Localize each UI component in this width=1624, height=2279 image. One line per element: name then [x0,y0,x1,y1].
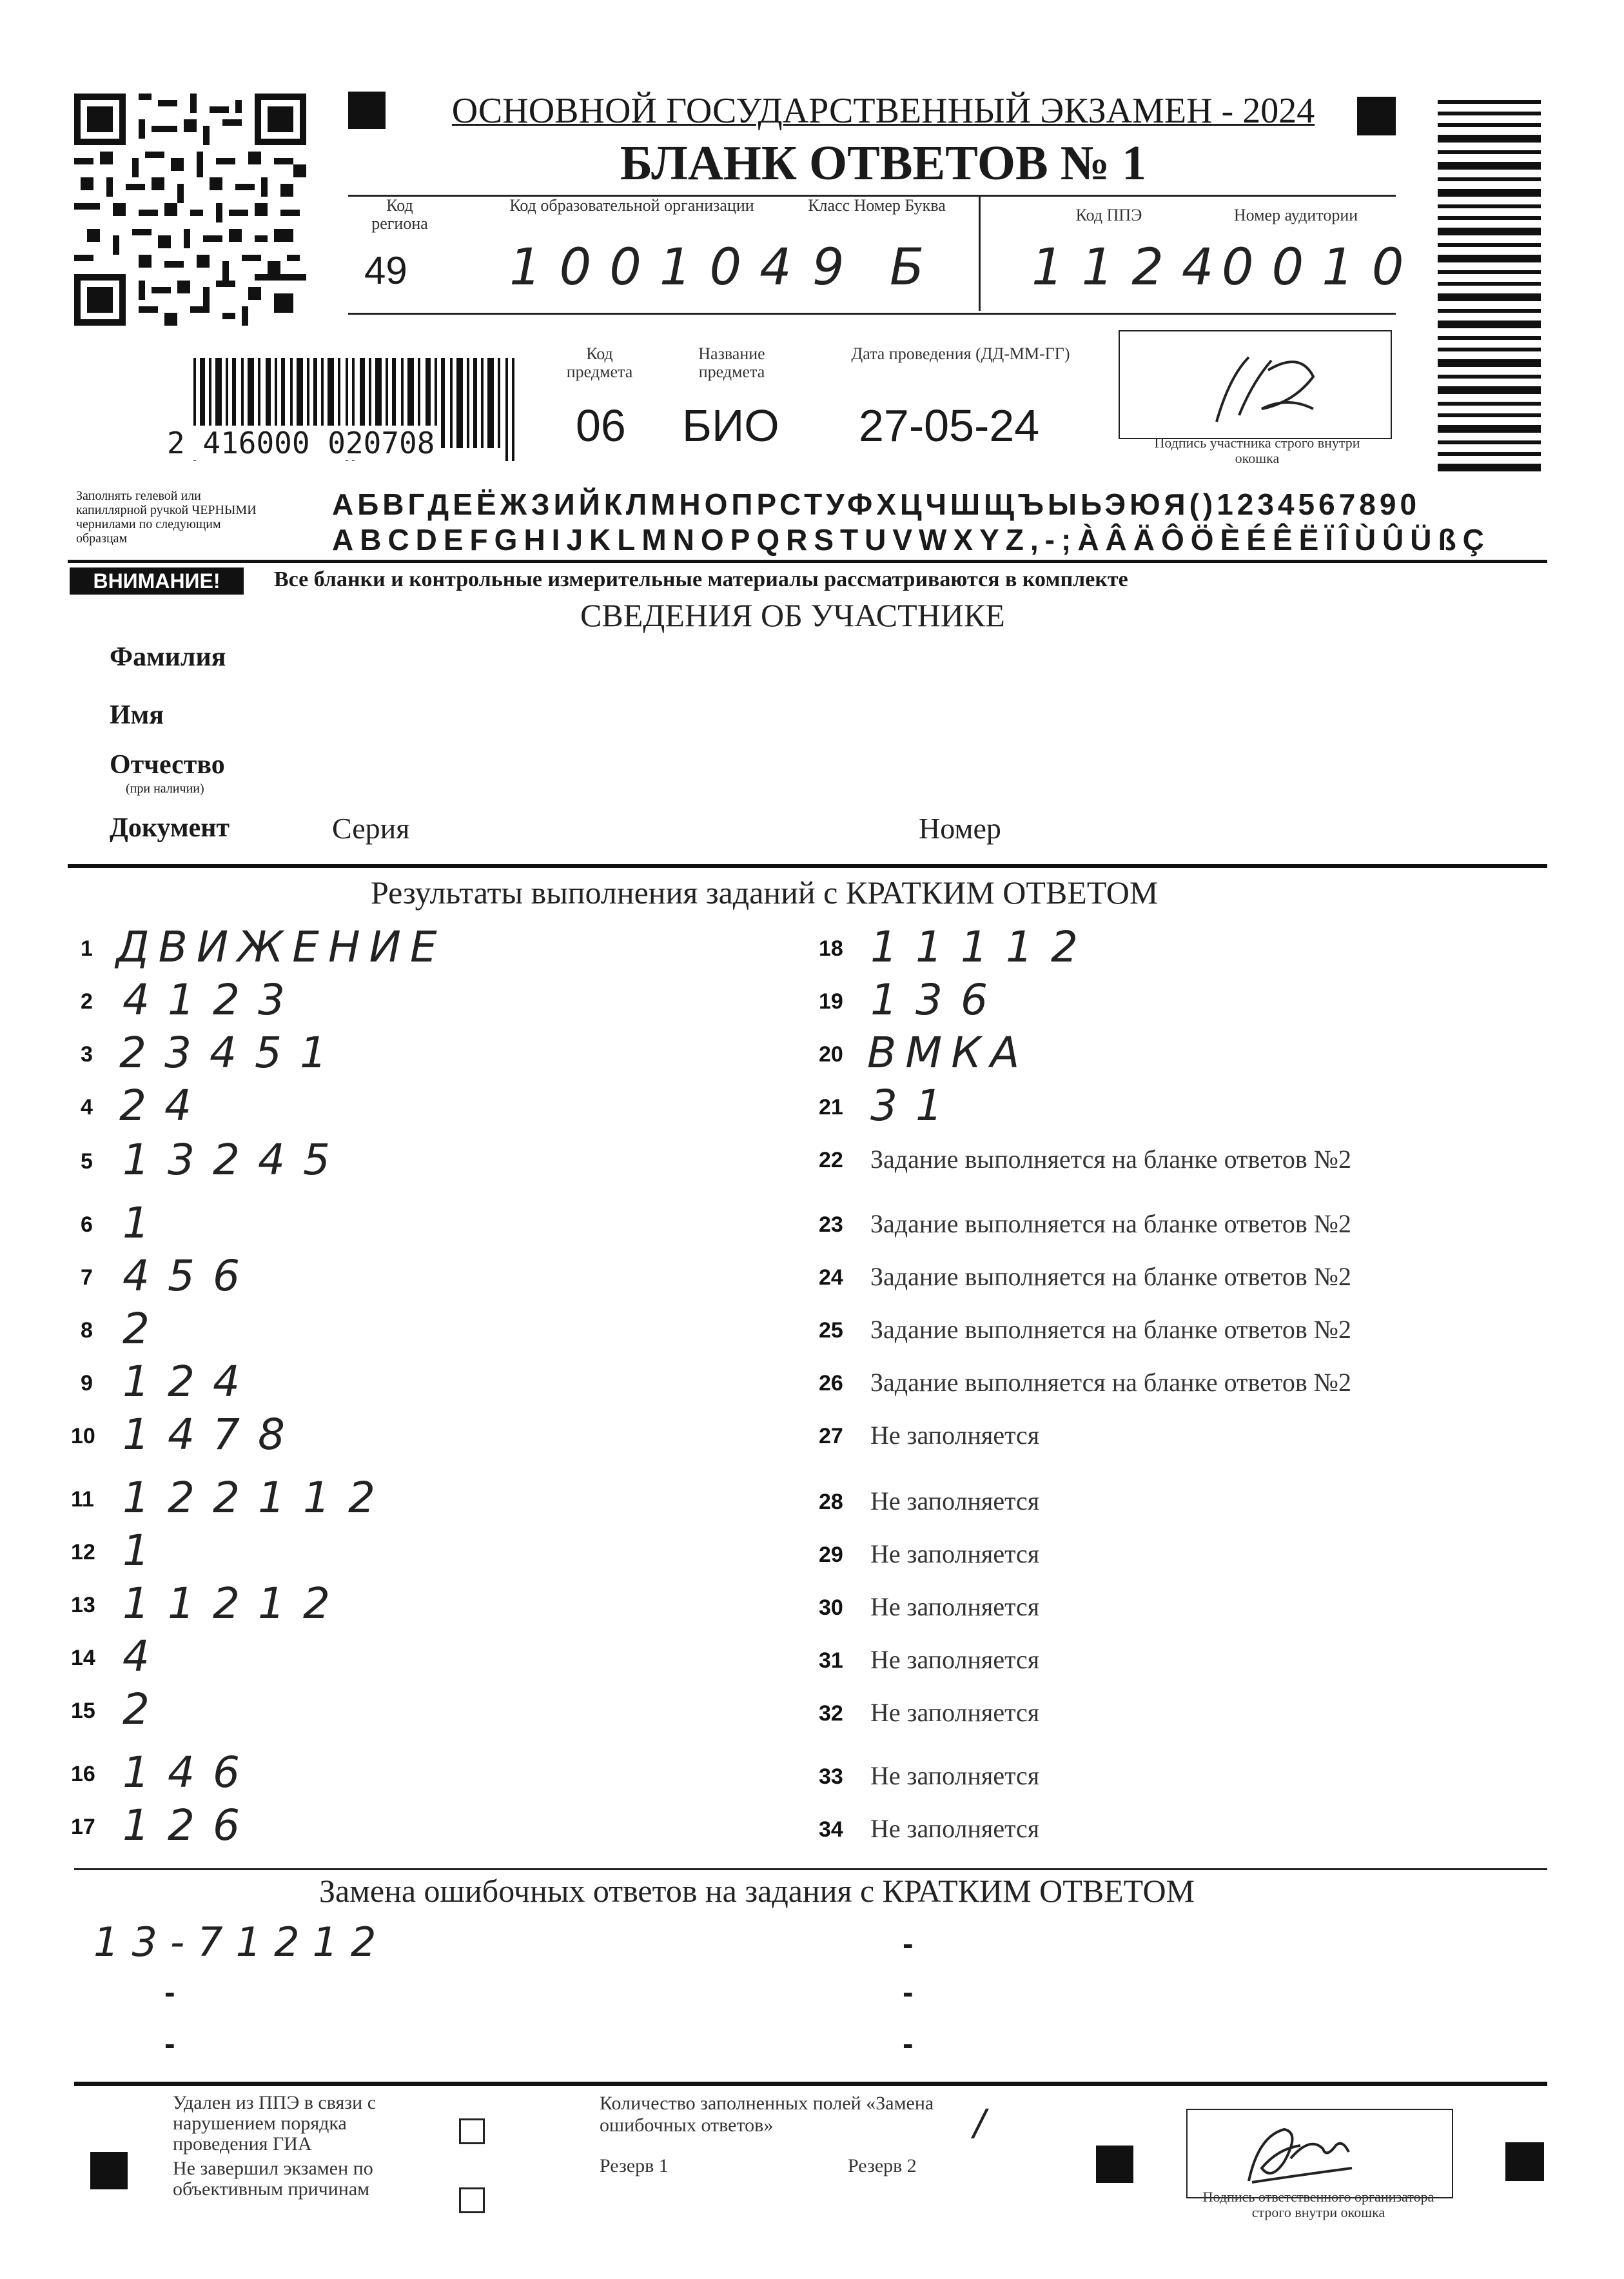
answer-text: 126 [122,1801,258,1850]
task-number: 30 [819,1595,843,1620]
name-label: Имя [110,700,164,730]
replacement-left-2[interactable]: - [164,1974,175,2010]
task-number: 23 [819,1212,843,1237]
replacement-section-title: Замена ошибочных ответов на задания с КРАТКИМ ОТВЕТОМ [319,1873,1195,1909]
answer-text: 456 [122,1251,258,1301]
replacement-left-1[interactable]: 13-71212 [93,1919,389,1966]
answer-row-26 [819,1362,1463,1414]
participant-signature-box[interactable] [1119,330,1392,439]
answer-text: 11212 [122,1579,348,1628]
task-number: 33 [819,1764,843,1789]
answer-row-1[interactable] [81,922,725,974]
subject-code-label: Код предмета [566,344,633,381]
removed-checkbox[interactable] [459,2118,485,2144]
answer-row-21[interactable] [819,1081,1463,1132]
barcode-number: 2 416000 020708 [164,426,437,460]
exam-title: ОСНОВНОЙ ГОСУДАРСТВЕННЫЙ ЭКЗАМЕН - 2024 [451,91,1315,131]
task-note: Не заполняется [870,1761,1040,1790]
answer-row-34 [819,1808,1463,1860]
answer-row-19[interactable] [819,975,1463,1027]
answer-text: 124 [122,1357,258,1406]
sample-row-cyrillic: АБВГДЕЁЖЗИЙКЛМНОПРСТУФХЦЧШЩЪЫЬЭЮЯ()1234567890 [332,488,1421,521]
task-note: Задание выполняется на бланке ответов №2 [870,1209,1351,1238]
room-value: 0010 [1222,239,1422,297]
count-value[interactable]: / [973,2102,1004,2144]
answer-row-32 [819,1692,1463,1744]
task-number: 3 [81,1042,93,1067]
results-section-title: Результаты выполнения заданий с КРАТКИМ ОТВЕТОМ [371,874,1159,911]
task-number: 18 [819,936,843,961]
answer-row-10[interactable] [71,1410,716,1461]
answer-row-8[interactable] [81,1304,725,1356]
task-number: 27 [819,1424,843,1448]
series-label: Серия [332,812,410,845]
answer-row-15[interactable] [71,1684,716,1736]
class-number: 9 [812,239,863,297]
answer-row-9[interactable] [81,1357,725,1408]
answer-text: 4 [122,1632,168,1681]
answer-row-17[interactable] [71,1801,716,1852]
number-label: Номер [919,812,1001,845]
subject-name-label: Название предмета [698,344,765,381]
answer-text: 23451 [119,1028,345,1078]
answer-text: 1478 [122,1410,303,1459]
task-number: 32 [819,1701,843,1726]
answer-row-31 [819,1639,1463,1691]
answer-row-23 [819,1203,1463,1255]
task-number: 11 [71,1487,94,1512]
task-number: 2 [81,989,93,1014]
answer-row-16[interactable] [71,1748,716,1799]
form-title: БЛАНК ОТВЕТОВ № 1 [620,136,1147,190]
task-note: Задание выполняется на бланке ответов №2 [870,1145,1351,1174]
attention-text: Все бланки и контрольные измерительные материалы рассматриваются в комплекте [274,567,1128,591]
corner-marker-top-right [1357,97,1396,135]
answer-row-20[interactable] [819,1028,1463,1080]
task-number: 28 [819,1490,843,1514]
task-number: 12 [71,1540,95,1564]
answer-row-7[interactable] [81,1251,725,1303]
answer-text: 24 [119,1081,210,1130]
answer-row-13[interactable] [71,1579,716,1630]
task-note: Не заполняется [870,1421,1040,1450]
not-finished-checkbox[interactable] [459,2187,485,2213]
task-note: Не заполняется [870,1645,1040,1674]
not-finished-label: Не завершил экзамен по объективным причинам [173,2158,373,2200]
org-label: Код образовательной организации [509,196,754,215]
room-label: Номер аудитории [1233,206,1358,224]
task-note: Не заполняется [870,1814,1040,1843]
reserve2-label: Резерв 2 [848,2155,917,2176]
subject-code-value: 06 [576,400,626,451]
corner-marker-bottom-mid [1096,2146,1133,2183]
task-number: 5 [81,1149,93,1174]
task-note: Не заполняется [870,1486,1040,1515]
task-number: 1 [81,936,93,961]
patronymic-label: Отчество [110,750,225,780]
answer-row-24 [819,1256,1463,1308]
region-value: 49 [364,249,407,292]
answer-row-18[interactable] [819,922,1463,974]
answer-row-6[interactable] [81,1198,725,1250]
answer-row-27 [819,1415,1463,1466]
answer-row-28 [819,1481,1463,1532]
answer-text: 1 [122,1198,168,1248]
replacement-left-3[interactable]: - [164,2026,175,2062]
task-number: 13 [71,1593,95,1617]
corner-marker-top-left [348,92,386,129]
answer-text: 1 [122,1526,168,1575]
sample-row-latin: ABCDEFGHIJKLMNOPQRSTUVWXYZ,-;ÀÂÄÔÖÈÉÊËÏÎÙÛÜßÇ [332,523,1491,557]
answer-text: 136 [870,975,1006,1025]
task-number: 22 [819,1148,843,1172]
task-note: Задание выполняется на бланке ответов №2 [870,1262,1351,1291]
replacement-right-3[interactable]: - [903,2026,914,2062]
answer-row-25 [819,1309,1463,1361]
organizer-signature [1188,2110,1452,2197]
answer-text: 146 [122,1748,258,1797]
task-number: 7 [81,1265,93,1290]
participant-divider [68,864,1547,868]
answer-row-33 [819,1755,1463,1807]
answer-text: 13245 [122,1135,348,1185]
task-number: 17 [71,1815,95,1839]
organizer-signature-label: Подпись ответственного организатора строго внутри окошка [1202,2189,1434,2220]
answer-row-30 [819,1586,1463,1638]
footer-divider [74,2082,1547,2086]
removed-label: Удален из ППЭ в связи с нарушением порядка проведения ГИА [173,2092,377,2155]
answer-text: 2 [122,1684,168,1734]
task-number: 16 [71,1762,95,1786]
task-note: Задание выполняется на бланке ответов №2 [870,1368,1351,1397]
task-note: Не заполняется [870,1698,1040,1727]
answer-row-5[interactable] [81,1135,725,1187]
corner-marker-bottom-left [90,2152,128,2189]
date-value: 27-05-24 [859,400,1040,451]
participant-signature [1120,331,1391,438]
code-divider [979,195,981,311]
qr-code [74,94,306,326]
answer-text: ДВИЖЕНИЕ [116,922,446,972]
task-number: 8 [81,1318,93,1343]
date-label: Дата проведения (ДД-ММ-ГГ) [851,344,1070,363]
task-number: 24 [819,1265,843,1290]
organizer-signature-box[interactable] [1186,2109,1453,2198]
task-number: 25 [819,1318,843,1343]
task-number: 31 [819,1648,843,1673]
answer-row-12[interactable] [71,1526,716,1577]
region-label: Код региона [371,196,428,233]
task-number: 26 [819,1371,843,1396]
replacement-right-1[interactable]: - [903,1926,914,1962]
task-note: Не заполняется [870,1592,1040,1621]
surname-label: Фамилия [110,642,226,672]
replacement-divider [74,1868,1547,1870]
answer-text: ВМКА [867,1028,1029,1078]
replacement-right-2[interactable]: - [903,1974,914,2010]
task-number: 9 [81,1371,93,1396]
answer-row-3[interactable] [81,1028,725,1080]
task-note: Задание выполняется на бланке ответов №2 [870,1315,1351,1344]
ppe-value: 1124 [1032,239,1232,297]
task-number: 29 [819,1543,843,1567]
answer-row-29 [819,1534,1463,1585]
class-label: Класс Номер Буква [808,196,946,215]
answer-text: 4123 [122,975,303,1025]
answer-text: 11112 [870,922,1096,972]
task-number: 14 [71,1646,95,1670]
task-number: 6 [81,1212,93,1237]
task-number: 20 [819,1042,843,1067]
participant-signature-label: Подпись участника строго внутри окошка [1154,435,1360,466]
class-letter: Б [890,239,943,297]
org-value: 100104 [509,239,810,297]
task-number: 4 [81,1095,93,1120]
task-number: 15 [71,1699,95,1723]
answer-row-11[interactable] [71,1473,716,1524]
answer-row-4[interactable] [81,1081,725,1132]
task-note: Не заполняется [870,1539,1040,1568]
reserve1-label: Резерв 1 [600,2155,669,2176]
task-number: 34 [819,1817,843,1842]
attention-badge: ВНИМАНИЕ! [70,567,244,595]
answer-row-14[interactable] [71,1632,716,1683]
sample-instruction: Заполнять гелевой или капиллярной ручкой ЧЕРНЫМИ чернилами по следующим образцам [76,489,257,546]
task-number: 19 [819,989,843,1014]
side-stripe-barcode [1438,100,1541,474]
participant-section-title: СВЕДЕНИЯ ОБ УЧАСТНИКЕ [580,597,1005,633]
task-number: 10 [71,1424,95,1448]
corner-marker-bottom-right [1505,2142,1544,2181]
answer-text: 122112 [122,1473,393,1523]
sample-divider [68,560,1547,563]
answer-text: 2 [122,1304,168,1354]
document-label: Документ [110,813,230,843]
subject-name-value: БИО [682,400,779,451]
ppe-label: Код ППЭ [1075,206,1142,224]
answer-text: 31 [870,1081,961,1130]
patronymic-note: (при наличии) [126,782,204,796]
task-number: 21 [819,1095,843,1120]
answer-row-22 [819,1139,1463,1190]
count-label: Количество заполненных полей «Замена ошибочных ответов» [600,2093,934,2136]
answer-row-2[interactable] [81,975,725,1027]
